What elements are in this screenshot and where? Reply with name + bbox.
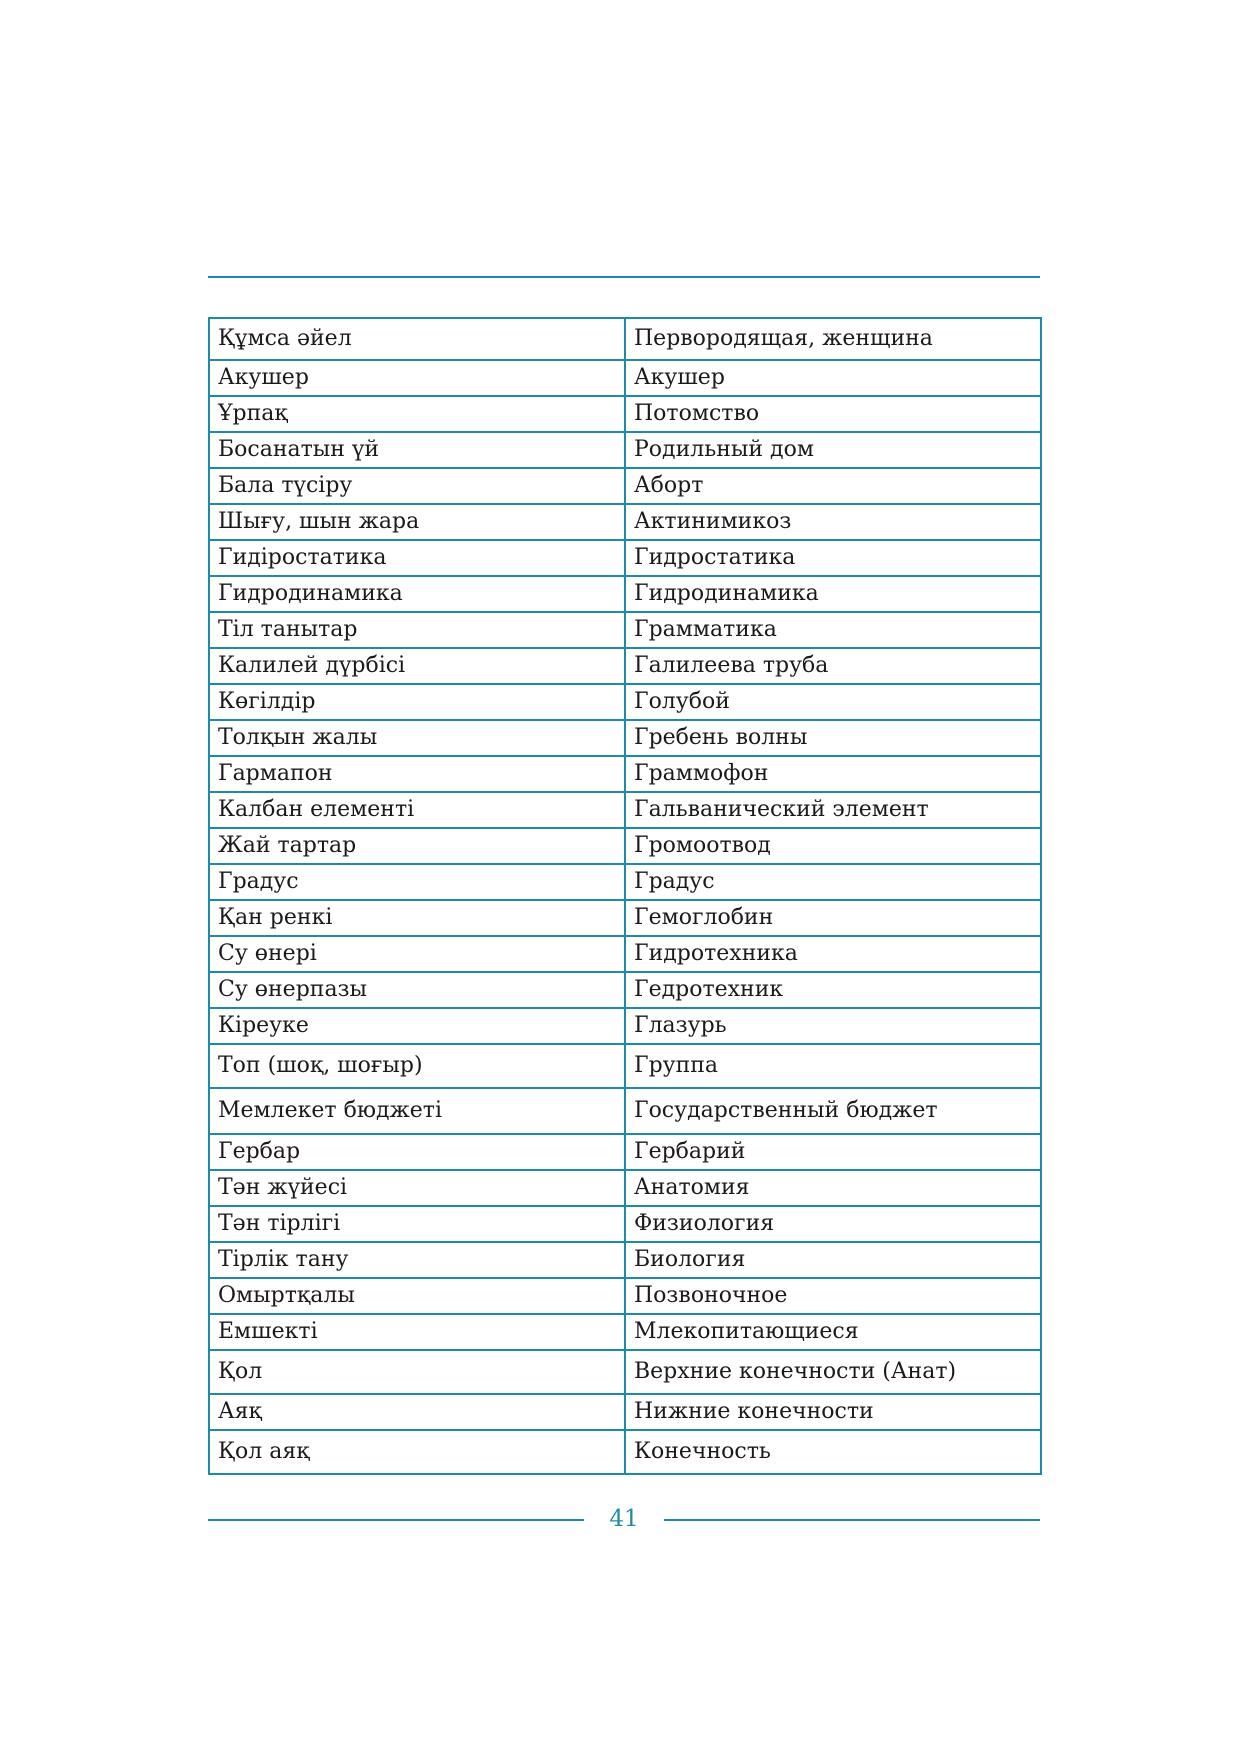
- russian-term: Гидродинамика: [625, 576, 1041, 612]
- kazakh-term: Су өнерпазы: [209, 972, 625, 1008]
- russian-term: Позвоночное: [625, 1278, 1041, 1314]
- kazakh-term: Құмса әйел: [209, 318, 625, 360]
- table-row: [209, 1394, 1041, 1430]
- russian-term: Гальванический элемент: [625, 792, 1041, 828]
- table-row: [209, 648, 1041, 684]
- kazakh-term: Қан ренкі: [209, 900, 625, 936]
- kazakh-term: Калбан елементі: [209, 792, 625, 828]
- table-row: [209, 318, 1041, 360]
- kazakh-term: Емшекті: [209, 1314, 625, 1350]
- table-row: [209, 828, 1041, 864]
- table-row: [209, 864, 1041, 900]
- russian-term: Грамматика: [625, 612, 1041, 648]
- russian-term: Градус: [625, 864, 1041, 900]
- table-row: [209, 792, 1041, 828]
- kazakh-term: Калилей дүрбісі: [209, 648, 625, 684]
- russian-term: Гербарий: [625, 1134, 1041, 1170]
- table-row: [209, 1170, 1041, 1206]
- table-row: [209, 972, 1041, 1008]
- footer-divider-left: [208, 1519, 584, 1521]
- table-row: [209, 756, 1041, 792]
- table-row: [209, 1206, 1041, 1242]
- table-row: [209, 684, 1041, 720]
- kazakh-term: Толқын жалы: [209, 720, 625, 756]
- russian-term: Гидростатика: [625, 540, 1041, 576]
- table-row: [209, 1242, 1041, 1278]
- kazakh-term: Тән тірлігі: [209, 1206, 625, 1242]
- table-row: [209, 612, 1041, 648]
- russian-term: Голубой: [625, 684, 1041, 720]
- kazakh-term: Мемлекет бюджеті: [209, 1088, 625, 1134]
- table-row: [209, 900, 1041, 936]
- table-row: [209, 1088, 1041, 1134]
- russian-term: Граммофон: [625, 756, 1041, 792]
- kazakh-term: Тән жүйесі: [209, 1170, 625, 1206]
- russian-term: Потомство: [625, 396, 1041, 432]
- kazakh-term: Бала түсіру: [209, 468, 625, 504]
- kazakh-term: Босанатын үй: [209, 432, 625, 468]
- kazakh-term: Көгілдір: [209, 684, 625, 720]
- top-divider: [208, 276, 1040, 278]
- kazakh-term: Гидродинамика: [209, 576, 625, 612]
- table-row: [209, 1044, 1041, 1088]
- kazakh-term: Гармапон: [209, 756, 625, 792]
- russian-term: Млекопитающиеся: [625, 1314, 1041, 1350]
- russian-term: Государственный бюджет: [625, 1088, 1041, 1134]
- table-row: [209, 720, 1041, 756]
- russian-term: Анатомия: [625, 1170, 1041, 1206]
- russian-term: Гребень волны: [625, 720, 1041, 756]
- kazakh-term: Шығу, шын жара: [209, 504, 625, 540]
- kazakh-term: Кіреуке: [209, 1008, 625, 1044]
- russian-term: Нижние конечности: [625, 1394, 1041, 1430]
- footer-divider-right: [664, 1519, 1040, 1521]
- kazakh-term: Гербар: [209, 1134, 625, 1170]
- russian-term: Акушер: [625, 360, 1041, 396]
- kazakh-term: Су өнері: [209, 936, 625, 972]
- page-number: 41: [609, 1506, 639, 1532]
- table-row: [209, 1134, 1041, 1170]
- table-row: [209, 1278, 1041, 1314]
- russian-term: Физиология: [625, 1206, 1041, 1242]
- kazakh-term: Қол аяқ: [209, 1430, 625, 1474]
- kazakh-term: Градус: [209, 864, 625, 900]
- glossary-table: [208, 317, 1042, 1475]
- table-row: [209, 504, 1041, 540]
- kazakh-term: Акушер: [209, 360, 625, 396]
- kazakh-term: Омыртқалы: [209, 1278, 625, 1314]
- kazakh-term: Аяқ: [209, 1394, 625, 1430]
- kazakh-term: Ұрпақ: [209, 396, 625, 432]
- kazakh-term: Тіл танытар: [209, 612, 625, 648]
- kazakh-term: Тірлік тану: [209, 1242, 625, 1278]
- table-row: [209, 360, 1041, 396]
- russian-term: Первородящая, женщина: [625, 318, 1041, 360]
- russian-term: Аборт: [625, 468, 1041, 504]
- kazakh-term: Қол: [209, 1350, 625, 1394]
- kazakh-term: Топ (шоқ, шоғыр): [209, 1044, 625, 1088]
- table-row: [209, 576, 1041, 612]
- table-row: [209, 396, 1041, 432]
- russian-term: Громоотвод: [625, 828, 1041, 864]
- russian-term: Глазурь: [625, 1008, 1041, 1044]
- russian-term: Гедротехник: [625, 972, 1041, 1008]
- russian-term: Гемоглобин: [625, 900, 1041, 936]
- table-row: [209, 1314, 1041, 1350]
- russian-term: Биология: [625, 1242, 1041, 1278]
- table-row: [209, 432, 1041, 468]
- table-row: [209, 468, 1041, 504]
- russian-term: Актинимикоз: [625, 504, 1041, 540]
- table-row: [209, 1350, 1041, 1394]
- table-row: [209, 1430, 1041, 1474]
- kazakh-term: Жай тартар: [209, 828, 625, 864]
- russian-term: Группа: [625, 1044, 1041, 1088]
- russian-term: Верхние конечности (Анат): [625, 1350, 1041, 1394]
- table-row: [209, 540, 1041, 576]
- kazakh-term: Гидіростатика: [209, 540, 625, 576]
- russian-term: Галилеева труба: [625, 648, 1041, 684]
- russian-term: Гидротехника: [625, 936, 1041, 972]
- russian-term: Родильный дом: [625, 432, 1041, 468]
- table-row: [209, 1008, 1041, 1044]
- russian-term: Конечность: [625, 1430, 1041, 1474]
- table-row: [209, 936, 1041, 972]
